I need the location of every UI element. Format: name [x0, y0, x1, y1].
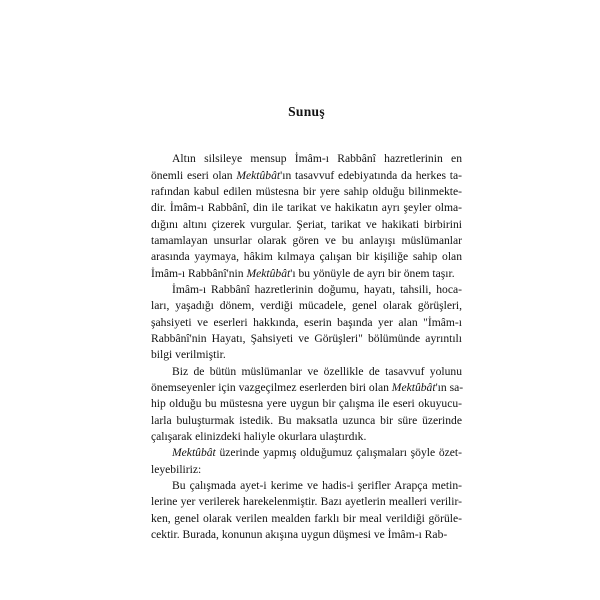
text-line: Rabbânî'nin Hayatı, Şahsiyeti ve Görüşleri" bölümünde ayrıntılı: [151, 331, 462, 345]
text-line: önemli eseri olan Mektûbât'ın tasavvuf edebiyatında da herkes ta-: [151, 168, 462, 182]
text-column: [151, 104, 462, 543]
text-line: lerine yer verilerek harekelenmiştir. Bazı ayetlerin mealleri verilir-: [151, 495, 462, 509]
text-line: cektir. Burada, konunun akışına uygun düşmesi ve İmâm-ı Rab-: [151, 528, 448, 542]
text-line: ken, genel olarak verilen mealden farklı bir meal verildiği görüle-: [151, 511, 462, 525]
text-line: şahsiyeti ve eserleri hakkında, eserin başında yer alan "İmâm-ı: [151, 315, 462, 329]
text-line: Bu çalışmada ayet-i kerime ve hadis-i şerifler Arapça metin-: [172, 479, 462, 493]
paragraph-1: [151, 151, 462, 282]
text-line: hip olduğu bu müstesna yere uygun bir çalışma ile eseri okuyucu-: [151, 397, 462, 411]
paragraph-3: [151, 364, 462, 446]
text-line: Biz de bütün müslümanlar ve özellikle de tasavvuf yolunu: [172, 364, 462, 378]
paragraph-4: [151, 445, 462, 478]
text-line: rafından kabul edilen müstesna bir yere sahip olduğu bilinmekte-: [151, 184, 462, 198]
text-line: arasında yaymaya, hâkim kılmaya çalışan bir kişiliğe sahip olan: [151, 250, 462, 264]
text-line: çalışarak elinizdeki haliyle okurlara ulaştırdık.: [151, 430, 367, 444]
italic-term: Mektûbât: [246, 266, 291, 280]
text-line: bilgi verilmiştir.: [151, 348, 226, 362]
text-line: dığını altını çizerek vurgular. Şeriat, tarikat ve hakikati birbirini: [151, 217, 462, 231]
text-line: leyebiliriz:: [151, 462, 202, 476]
text-line: Altın silsileye mensup İmâm-ı Rabbânî hazretlerinin en: [172, 152, 462, 166]
text-line: önemseyenler için vazgeçilmez eserlerden biri olan Mektûbât'ın sa-: [151, 381, 464, 394]
paragraph-2: [151, 282, 462, 364]
text-line: larla buluşturmak istedik. Bu maksatla uzunca bir süre üzerinde: [151, 413, 462, 427]
italic-term: Mektûbât: [172, 446, 216, 460]
text-line: İmâm-ı Rabbânî hazretlerinin doğumu, hayatı, tahsili, hoca-: [172, 282, 462, 296]
italic-term: Mektûbât: [391, 381, 436, 394]
page-title: Sunuş: [288, 104, 325, 119]
text-line: ları, yaşadığı dönem, verdiği mücadele, genel olarak görüşleri,: [151, 299, 462, 313]
text-line: İmâm-ı Rabbânî'nin Mektûbât'ı bu yönüyle de ayrı bir önem taşır.: [151, 266, 455, 280]
text-line: tamamlayan unsurlar olarak gören ve bu anlayışı müslümanlar: [151, 233, 462, 247]
text-line: Mektûbât üzerinde yapmış olduğumuz çalışmaları şöyle özet-: [172, 446, 462, 460]
italic-term: Mektûbât: [236, 168, 281, 182]
text-line: dir. İmâm-ı Rabbânî, din ile tarikat ve hakikatın ayrı şeyler olma-: [151, 201, 462, 215]
paragraph-5: [151, 478, 462, 543]
